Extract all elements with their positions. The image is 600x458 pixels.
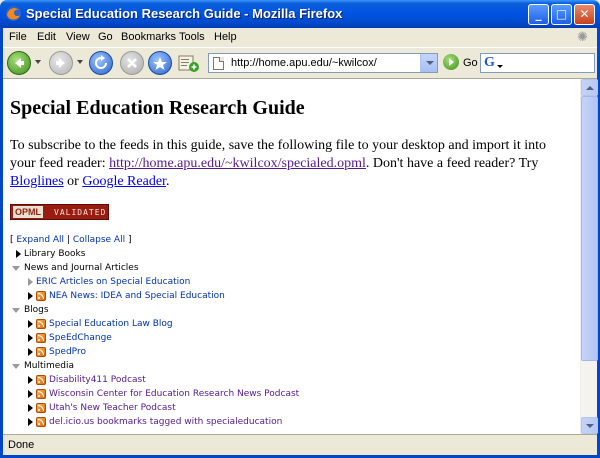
scroll-down-button[interactable] (581, 417, 598, 434)
opml-validated-badge[interactable] (10, 204, 109, 220)
firefox-icon (5, 5, 22, 22)
menu-file[interactable]: File (9, 31, 27, 43)
feed-icon[interactable] (178, 53, 200, 73)
forward-icon (53, 55, 69, 71)
back-dropdown-icon[interactable] (35, 60, 41, 64)
expand-collapse-controls (10, 235, 131, 245)
collapsed-arrow-icon[interactable] (28, 334, 33, 342)
opml-file-link[interactable]: http://home.apu.edu/~kwilcox/specialed.opml (109, 156, 366, 171)
go-button[interactable] (443, 54, 459, 70)
rss-feed-icon[interactable] (36, 319, 46, 329)
search-engine-dropdown-icon[interactable] (497, 65, 503, 68)
go-label[interactable]: Go (463, 57, 478, 69)
throbber-icon: ✺ (577, 29, 588, 44)
tree-node-label[interactable]: Library Books (24, 249, 86, 259)
forward-button[interactable] (49, 51, 73, 75)
collapse-all-link[interactable]: Collapse All (72, 235, 126, 245)
status-text: Done (8, 439, 35, 451)
browser-content-area (3, 78, 597, 434)
stop-icon (124, 55, 140, 71)
expanded-arrow-icon[interactable] (12, 266, 20, 271)
status-bar (3, 434, 597, 455)
rss-feed-icon[interactable] (36, 333, 46, 343)
tree-node-label[interactable]: Blogs (24, 305, 49, 315)
menu-view[interactable]: View (66, 31, 90, 43)
rss-feed-icon[interactable] (36, 291, 46, 301)
tree-leaf-label[interactable]: NEA News: IDEA and Special Education (49, 291, 225, 301)
tree-leaf-label[interactable]: SpeEdChange (49, 333, 112, 343)
expanded-arrow-icon[interactable] (12, 364, 20, 369)
expander-close-bracket: ] (125, 235, 132, 245)
url-text[interactable]: http://home.apu.edu/~kwilcox/ (231, 57, 377, 69)
close-button[interactable]: ✕ (574, 4, 595, 25)
scroll-thumb[interactable] (581, 96, 598, 361)
collapsed-arrow-icon[interactable] (28, 390, 33, 398)
opml-badge-right: VALIDATED (54, 208, 107, 217)
search-input[interactable] (480, 53, 595, 73)
minimize-button[interactable]: _ (528, 4, 549, 25)
page-content (3, 79, 580, 434)
rss-feed-icon[interactable] (36, 347, 46, 357)
rss-feed-icon[interactable] (36, 389, 46, 399)
tree-node-label[interactable]: News and Journal Articles (24, 263, 139, 273)
menu-edit[interactable]: Edit (37, 31, 56, 43)
tree-leaf-label[interactable]: Special Education Law Blog (49, 319, 173, 329)
menu-bar (3, 28, 597, 47)
collapsed-arrow-icon[interactable] (28, 348, 33, 356)
collapsed-arrow-icon[interactable] (28, 292, 33, 300)
intro-text-before: To subscribe to the feeds in this guide, save the following file to your desktop and import it into your feed reader: (10, 138, 546, 171)
expanded-arrow-icon[interactable] (12, 308, 20, 313)
reload-button[interactable] (89, 51, 113, 75)
home-button[interactable] (148, 51, 172, 75)
collapsed-arrow-icon[interactable] (16, 250, 21, 258)
collapsed-arrow-icon[interactable] (28, 404, 33, 412)
tree-leaf-label[interactable]: SpedPro (49, 347, 86, 357)
rss-feed-icon[interactable] (36, 417, 46, 427)
tree-leaf-label[interactable]: Disability411 Podcast (49, 375, 146, 385)
intro-text-end: . (165, 174, 170, 189)
tree-leaf-label[interactable]: del.icio.us bookmarks tagged with specialeducation (49, 417, 283, 427)
scroll-up-button[interactable] (581, 79, 598, 96)
tree-leaf-label[interactable]: Wisconsin Center for Education Research News Podcast (49, 389, 300, 399)
menu-bookmarks[interactable]: Bookmarks (121, 31, 177, 43)
url-dropdown-button[interactable] (420, 54, 437, 72)
tree-node-label[interactable]: Multimedia (24, 361, 75, 371)
collapsed-arrow-icon[interactable] (28, 376, 33, 384)
rss-feed-icon[interactable] (36, 403, 46, 413)
vertical-scrollbar[interactable] (580, 79, 597, 434)
back-button[interactable] (7, 51, 31, 75)
title-bar (0, 0, 600, 28)
opml-badge-left: OPML (15, 207, 41, 217)
window-title: Special Education Research Guide - Mozilla Firefox (26, 6, 343, 21)
expand-all-link[interactable]: Expand All (16, 235, 65, 245)
google-reader-link[interactable]: Google Reader (82, 174, 166, 189)
menu-go[interactable]: Go (98, 31, 113, 43)
tree-leaf-label[interactable]: Utah's New Teacher Podcast (49, 403, 176, 413)
forward-dropdown-icon[interactable] (77, 60, 83, 64)
intro-text-middle: . Don't have a feed reader? Try (365, 156, 539, 171)
navigation-toolbar (3, 47, 597, 77)
stop-button[interactable] (120, 51, 144, 75)
intro-paragraph (10, 137, 570, 191)
url-bar[interactable] (208, 53, 438, 73)
intro-text-or: or (63, 174, 83, 189)
maximize-button[interactable]: □ (551, 4, 572, 25)
collapsed-arrow-icon[interactable] (28, 320, 33, 328)
page-icon (213, 57, 224, 70)
reload-icon (93, 55, 109, 71)
home-icon (152, 55, 168, 71)
back-icon (11, 55, 27, 71)
expander-open-bracket: [ (10, 235, 17, 245)
tree-leaf-label[interactable]: ERIC Articles on Special Education (36, 277, 191, 287)
google-icon[interactable]: G (484, 55, 495, 70)
page-title: Special Education Research Guide (10, 97, 305, 119)
menu-tools[interactable]: Tools (179, 31, 205, 43)
menu-help[interactable]: Help (214, 31, 237, 43)
expander-separator: | (64, 235, 73, 245)
collapsed-arrow-icon[interactable] (28, 278, 33, 286)
collapsed-arrow-icon[interactable] (28, 418, 33, 426)
rss-feed-icon[interactable] (36, 375, 46, 385)
bloglines-link[interactable]: Bloglines (10, 174, 64, 189)
